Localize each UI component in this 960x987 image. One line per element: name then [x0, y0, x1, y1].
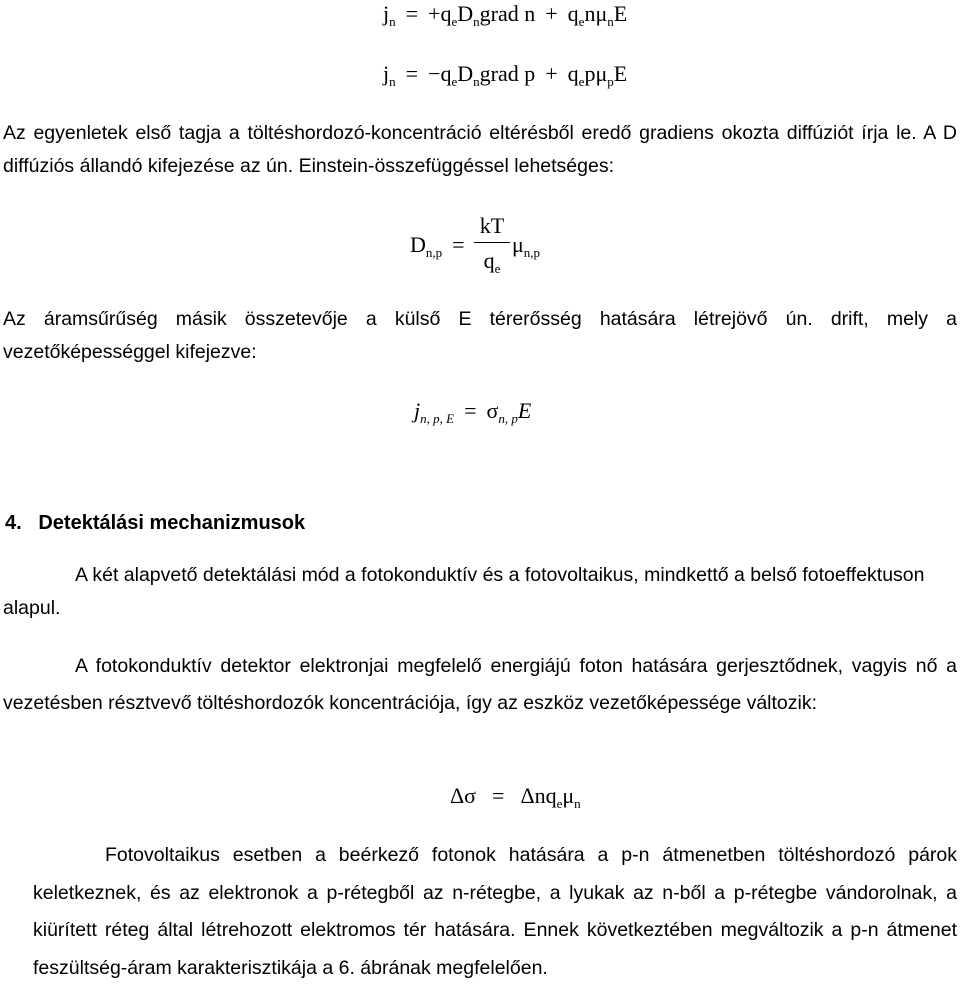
paragraph-photovoltaic: Fotovoltaikus esetben a beérkező fotonok hatására a p-n átmenetben töltéshordozó párok keletkeznek, és az elektronok a p-rétegből az n-rétegbe, a lyukak az n-ből a p-rétegbe vándorolnak, a kiürített réteg által létrehozott elektromos tér hatására. Ennek következtében megváltozik a p-n átmenet feszültség-áram karakterisztikája a 6. ábrának megfelelően. [33, 844, 957, 979]
eq-subscript: n [389, 14, 396, 29]
eq-symbol: q [567, 61, 579, 86]
fraction-numerator: kT [479, 213, 505, 238]
eq-term: −q [428, 61, 452, 86]
eq-symbol: j [383, 61, 390, 86]
einstein-mu [512, 234, 540, 259]
eq-term: grad n [479, 1, 536, 26]
eq-symbol: q [483, 248, 495, 273]
eq-term: nμ [584, 1, 608, 26]
eq-term: Δnq [520, 783, 557, 808]
eq-operator: + [545, 1, 558, 26]
eq-symbol: E [613, 61, 628, 86]
eq-operator: = [405, 61, 419, 86]
fraction-line [474, 242, 510, 243]
eq-symbol: μ [512, 232, 524, 257]
eq-subscript: e [451, 14, 458, 29]
eq-symbol: E [613, 1, 628, 26]
eq-operator: = [492, 783, 505, 808]
paragraph-photoconductive: A fotokonduktív detektor elektronjai megfelelő energiájú foton hatására gerjesztődnek, vagyis nő a vezetésben résztvevő töltéshordozók koncentrációja, így az eszköz vezetőképessége változik: [3, 655, 957, 714]
eq-subscript: p [607, 74, 614, 89]
paragraph-diffusion: Az egyenletek első tagja a töltéshordozó-koncentráció eltérésből eredő gradiens okozta diffúziót írja le. A D diffúziós állandó kifejezése az ún. Einstein-összefüggéssel lehetséges: [3, 122, 957, 177]
eq-term: pμ [584, 61, 608, 86]
paragraph-detection-modes: A két alapvető detektálási mód a fotokonduktív és a fotovoltaikus, mindkettő a belső fotoeffektuson alapul. [3, 564, 925, 619]
eq-subscript: n [473, 74, 480, 89]
eq-operator: = [452, 232, 465, 257]
eq-subscript: n [473, 14, 480, 29]
eq-symbol: j [383, 1, 390, 26]
eq-subscript: n, p, E [420, 411, 455, 426]
eq-operator: = [464, 398, 477, 423]
eq-subscript: n,p [425, 245, 443, 260]
eq-term: grad p [479, 61, 536, 86]
equation-drift [414, 400, 531, 425]
section-heading: 4. Detektálási mechanizmusok [5, 512, 306, 534]
paragraph-drift: Az áramsűrűség másik összetevője a külső E térerősség hatására létrejövő ún. drift, mely a vezetőképességgel kifejezve: [3, 308, 957, 363]
equation-jp [383, 63, 627, 88]
eq-subscript: e [451, 74, 458, 89]
eq-symbol: μ [562, 783, 575, 808]
eq-subscript: n, p [498, 411, 518, 426]
equation-jn [383, 3, 627, 28]
eq-subscript: n [574, 796, 581, 811]
einstein-lhs [410, 234, 475, 259]
eq-subscript: n [607, 14, 614, 29]
eq-subscript: e [578, 74, 585, 89]
fraction-denominator [474, 250, 510, 275]
eq-symbol: E [517, 398, 532, 423]
eq-term: +q [428, 1, 452, 26]
eq-subscript: n,p [523, 245, 541, 260]
eq-symbol: j [414, 398, 421, 423]
equation-delta-sigma [450, 785, 581, 810]
eq-subscript: n [389, 74, 396, 89]
eq-symbol: q [567, 1, 579, 26]
eq-symbol: σ [486, 398, 499, 423]
eq-operator: = [405, 1, 419, 26]
eq-symbol: D [457, 1, 474, 26]
eq-symbol: D [457, 61, 474, 86]
eq-symbol: D [410, 232, 426, 257]
eq-term: Δσ [450, 783, 477, 808]
eq-operator: + [545, 61, 558, 86]
eq-subscript: e [578, 14, 585, 29]
eq-subscript: e [556, 796, 563, 811]
eq-subscript: e [494, 261, 501, 276]
